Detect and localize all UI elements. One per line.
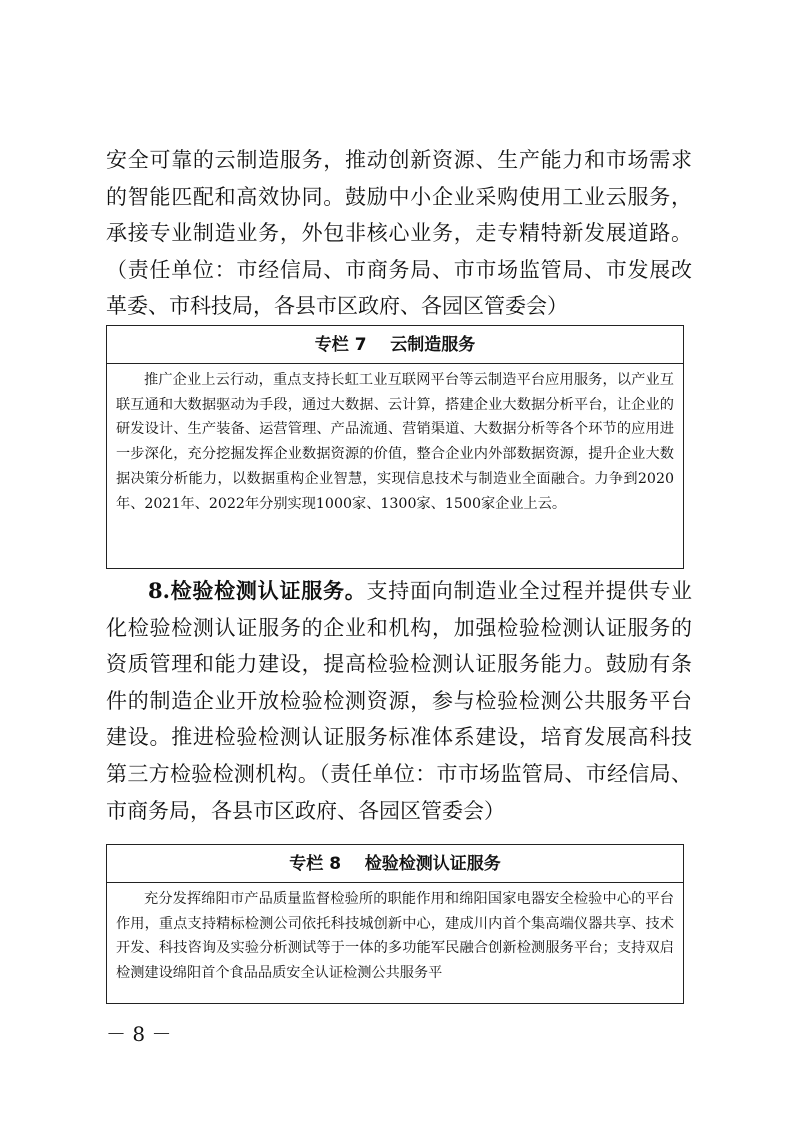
column-box-8-body: 充分发挥绵阳市产品质量监督检验所的职能作用和绵阳国家电器安全检验中心的平台作用，重点支持精标检测公司依托科技城创新中心，建成川内首个集高端仪器共享、技术开发、科技咨询及实验分析测试等于一体的多功能军民融合创新检测服务平台；支持双启检测建设绵阳首个食品品质安全认证检测公共服务平: [116, 891, 674, 982]
body-paragraph-cloud-manufacturing: 安全可靠的云制造服务，推动创新资源、生产能力和市场需求的智能匹配和高效协同。鼓励中小企业采购使用工业云服务，承接专业制造业务，外包非核心业务，走专精特新发展道路。（责任单位：市经信局、市商务局、市市场监管局、市发展改革委、市科技局，各县市区政府、各园区管委会）: [106, 148, 692, 319]
page-number: － 8 －: [106, 1022, 172, 1046]
column-box-7-body: 推广企业上云行动，重点支持长虹工业互联网平台等云制造平台应用服务，以产业互联互通和大数据驱动为手段，通过大数据、云计算，搭建企业大数据分析平台，让企业的研发设计、生产装备、运营管理、产品流通、营销渠道、大数据分析等各个环节的应用进一步深化，充分挖掘发挥企业数据资源的价值，整合企业内外部数据资源，提升企业大数据决策分析能力，以数据重构企业智慧，实现信息技术与制造业全面融合。力争到2020年、2021年、2022年分别实现1000家、1300家、1500家企业上云。: [116, 372, 674, 512]
body-paragraph-inspection-testing: [106, 573, 692, 829]
section-heading-inspection-testing: 8.检验检测认证服务。: [148, 578, 367, 603]
body-paragraph-inspection-testing-text: 支持面向制造业全过程并提供专业化检验检测认证服务的企业和机构，加强检验检测认证服务的资质管理和能力建设，提高检验检测认证服务能力。鼓励有条件的制造企业开放检验检测资源，参与检验检测公共服务平台建设。推进检验检测认证服务标准体系建设，培育发展高科技第三方检验检测机构。（责任单位：市市场监管局、市经信局、市商务局，各县市区政府、各园区管委会）: [106, 579, 692, 823]
column-box-8: [106, 844, 684, 1004]
column-box-7-title: 专栏 7 云制造服务: [107, 326, 683, 364]
column-box-7: [106, 325, 684, 569]
column-box-8-title: 专栏 8 检验检测认证服务: [107, 845, 683, 883]
